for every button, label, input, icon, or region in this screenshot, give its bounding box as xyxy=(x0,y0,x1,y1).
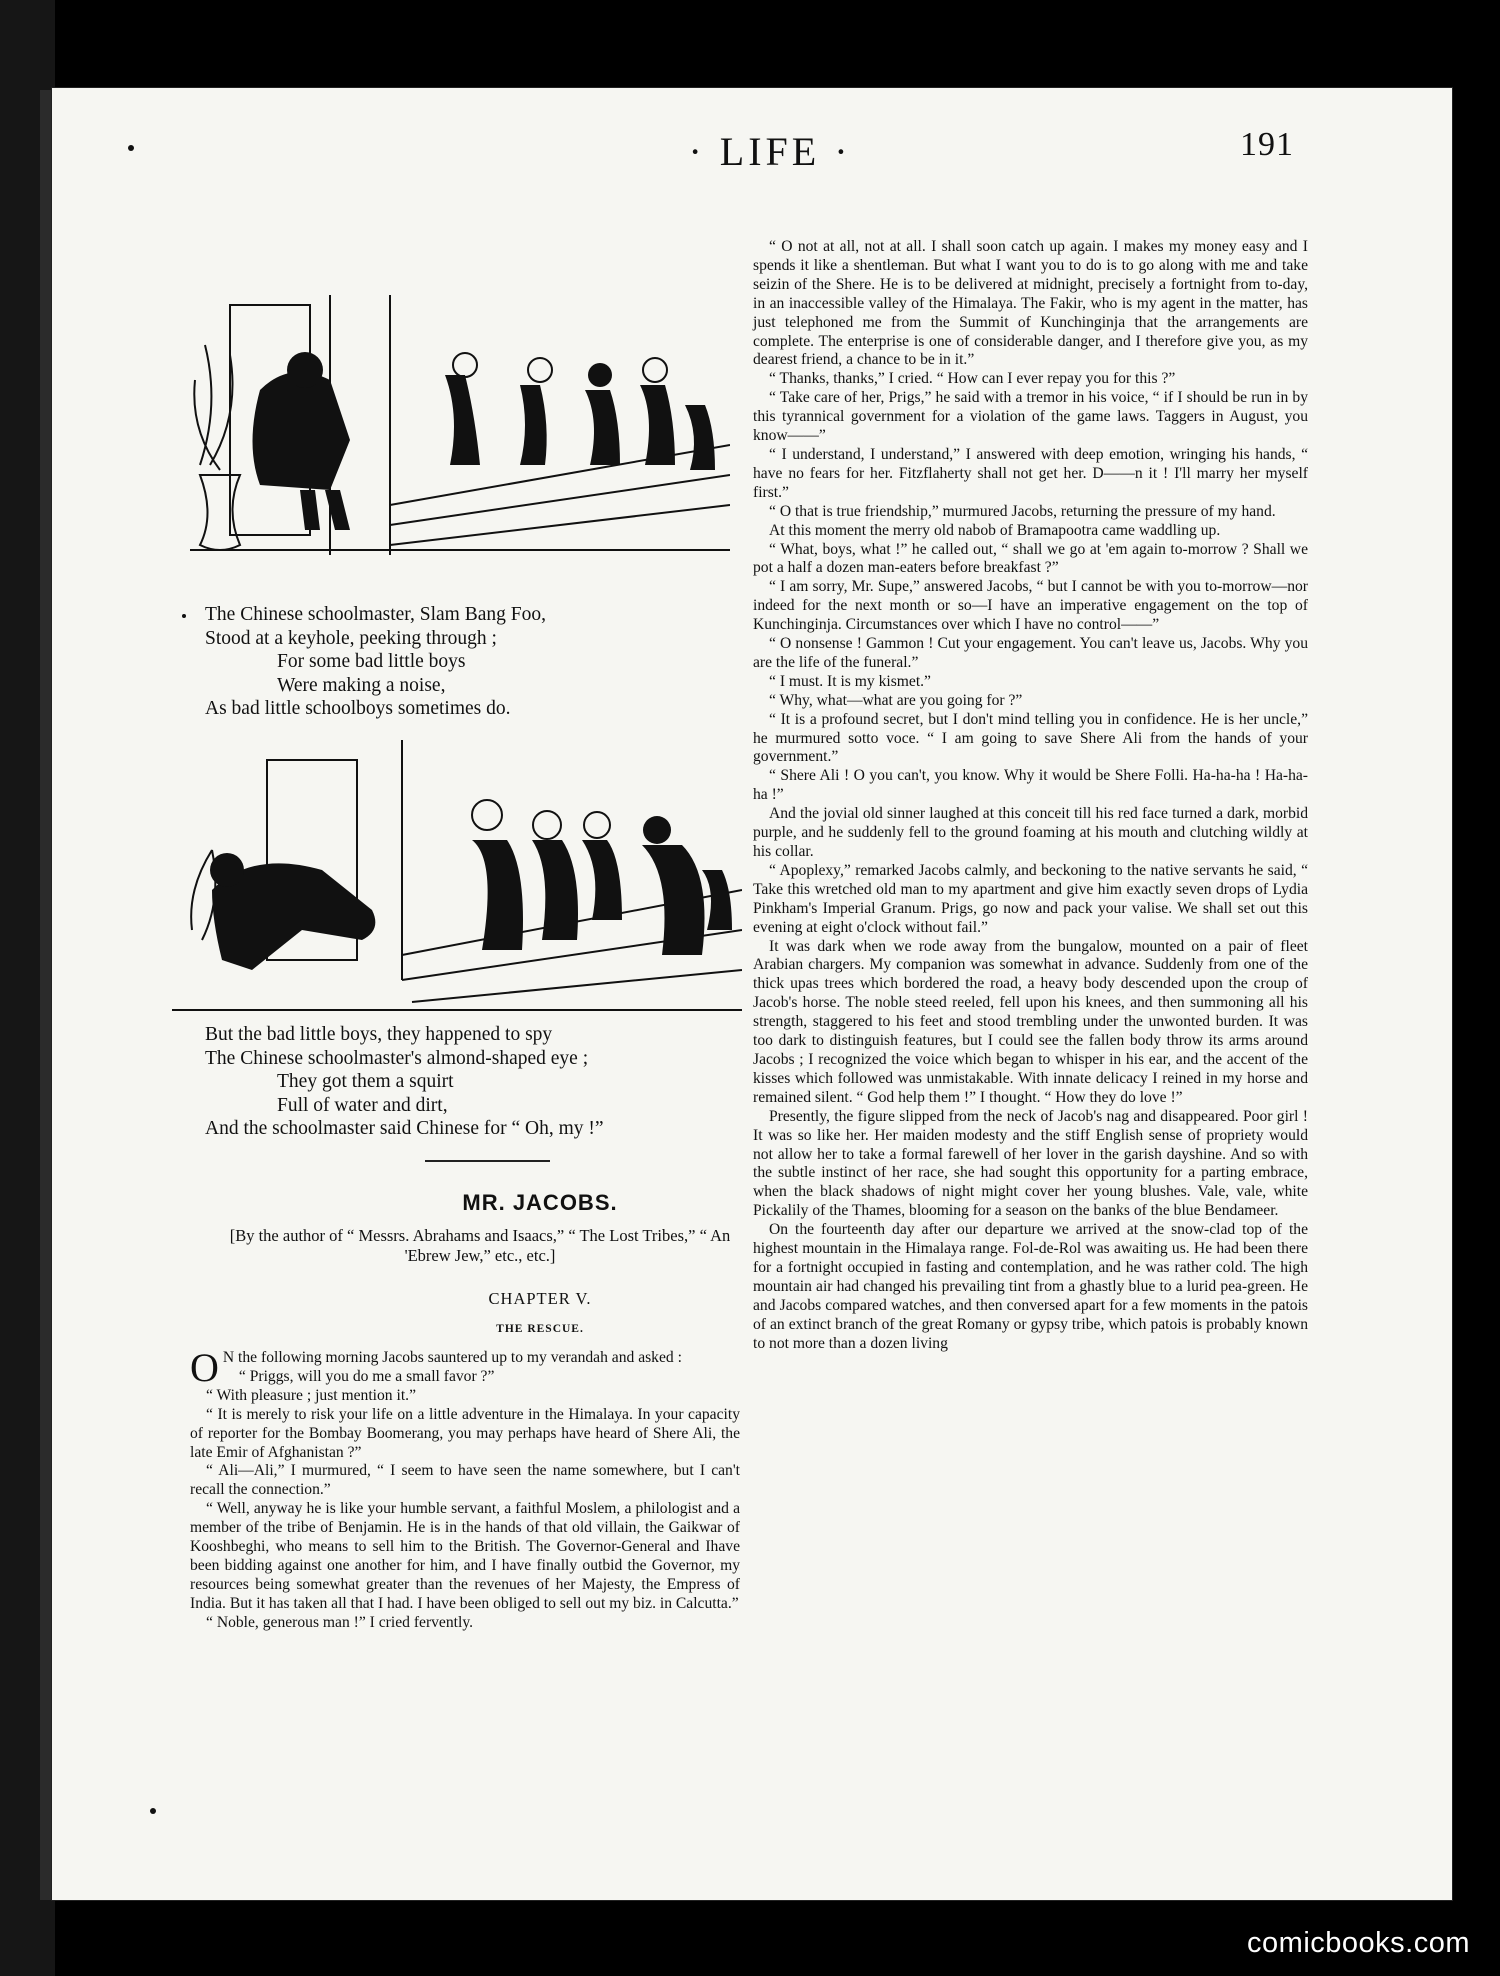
paragraph: “ With pleasure ; just mention it.” xyxy=(206,1386,416,1404)
paragraph: And the jovial old sinner laughed at this conceit till his red face turned a dark, morbid purple, and he suddenly fell to the ground foaming at his mouth and clutching wildly at his collar. xyxy=(753,805,1308,860)
paragraph: “ It is merely to risk your life on a little adventure in the Himalaya. In your capacity of reporter for the Bombay Boomerang, you may perhaps have heard of Shere Ali, the late Emir of Afghanistan ?” xyxy=(190,1405,740,1461)
paragraph: “ Noble, generous man !” I cried fervently. xyxy=(206,1613,473,1631)
poem1-line-5: As bad little schoolboys sometimes do. xyxy=(205,698,511,720)
paragraph: “ Apoplexy,” remarked Jacobs calmly, and beckoning to the native servants he said, “ Take this wretched old man to my apartment and give him exactly seven drops of Lydia Pinkham's Imperial Granum. Prigs, go now and pack your valise. We shall set out this evening at eight o'clock without fail.” xyxy=(753,861,1308,936)
printed-speck xyxy=(150,1808,156,1814)
paragraph: “ It is a profound secret, but I don't mind telling you in confidence. He is her uncle,” he murmured sotto voce. “ I am going to save Shere Ali from the hands of your government.” xyxy=(753,710,1308,766)
drop-cap: O xyxy=(190,1345,219,1390)
paragraph: “ O not at all, not at all. I shall soon catch up again. I makes my money easy and I spends it like a shentleman. But what I want you to do is to go along with me and take seizin of the Shere. He is to be delivered at midnight, precisely a fortnight from to-day, in an inaccessible valley of the Himalaya. The Fakir, who is my agent in the matter, has just telephoned me from the Summit of Kunchinginja that the arrangements are complete. The enterprise is one of considerable danger, and I therefore give you, as my dearest friend, a chance to be in it.” xyxy=(753,238,1308,369)
printed-speck xyxy=(182,614,186,618)
poem2-line-3: They got them a squirt xyxy=(277,1071,454,1093)
story-column-left xyxy=(190,1345,740,1633)
paragraph: “ Shere Ali ! O you can't, you know. Why it would be Shere Folli. Ha-ha-ha ! Ha-ha-ha !” xyxy=(753,767,1308,804)
paragraph: It was dark when we rode away from the bungalow, mounted on a pair of fleet Arabian chargers. My companion was somewhat in advance. Suddenly from one of the thick upas trees which bordered the road, a heavy body descended upon the croup of Jacob's horse. The noble steed reeled, fell upon his knees, and then summoning all his strength, staggered to his feet and stood trembling under the unwonted burden. It was too dark to distinguish features, but I could see the fallen body throw its arms around Jacobs ; I recognized the voice which began to whisper in his ear, and the accent of the kisses which followed was unmistakable. With innate delicacy I reined in my horse and remained silent. “ God help them !” I thought. “ How they do love !” xyxy=(753,937,1308,1106)
watermark: comicbooks.com xyxy=(1247,1927,1470,1959)
poem2-line-1: But the bad little boys, they happened to spy xyxy=(205,1024,553,1045)
paragraph: “ O that is true friendship,” murmured Jacobs, returning the pressure of my hand. xyxy=(769,502,1276,520)
illustration-schoolmaster-squirted xyxy=(172,740,742,1015)
story-title: MR. JACOBS. xyxy=(462,1190,618,1215)
paragraph: “ Well, anyway he is like your humble servant, a faithful Moslem, a philologist and a member of the tribe of Benjamin. He is in the hands of that old villain, the Gaikwar of Kooshbeghi, who means to sell him to the British. The Governor-General and Ihave been bidding against one another for him, and I have finally outbid the Governor, my resources being somewhat greater than the revenues of her Majesty, the Empress of India. But it has taken all that I had. I have been obliged to sell out my biz. in Calcutta.” xyxy=(190,1500,740,1612)
poem1-line-1: The Chinese schoolmaster, Slam Bang Foo, xyxy=(205,604,546,625)
section-divider xyxy=(425,1160,550,1162)
paragraph: “ I must. It is my kismet.” xyxy=(769,672,931,690)
poem2-line-2: The Chinese schoolmaster's almond-shaped eye ; xyxy=(205,1047,589,1069)
chapter-heading: CHAPTER V. xyxy=(488,1289,592,1308)
printed-speck xyxy=(128,145,134,151)
paragraph: Presently, the figure slipped from the neck of Jacob's nag and disappeared. Poor girl ! It was so like her. Her maiden modesty and the stiff English sense of propriety would not allow her to take a formal farewell of her lover in the garish dayshine. And so with the subtle instinct of her race, she had sought this opportunity for a parting embrace, when the black shadows of night might cover her young blushes. Vale, vale, white Pickalily of the Thames, blooming for a season on the banks of the blue Bendameer. xyxy=(753,1107,1308,1220)
paragraph: “ Take care of her, Prigs,” he said with a tremor in his voice, “ if I should be run in by this tyrannical government for a violation of the game laws. Taggers in August, you know——” xyxy=(753,389,1308,445)
paragraph: “ Thanks, thanks,” I cried. “ How can I ever repay you for this ?” xyxy=(769,370,1176,388)
poem1-line-3: For some bad little boys xyxy=(277,651,466,673)
paragraph: O N the following morning Jacobs sauntered up to my verandah and asked : xyxy=(190,1345,682,1390)
story-byline: [By the author of “ Messrs. Abrahams and Isaacs,” “ The Lost Tribes,” “ An 'Ebrew Jew,” etc., etc.] xyxy=(229,1226,731,1265)
story-column-right xyxy=(753,238,1308,1353)
chapter-subtitle: THE RESCUE. xyxy=(496,1323,584,1335)
paragraph: “ Why, what—what are you going for ?” xyxy=(769,691,1023,709)
poem1-line-2: Stood at a keyhole, peeking through ; xyxy=(205,627,497,649)
paragraph: “ Ali—Ali,” I murmured, “ I seem to have seen the name somewhere, but I can't recall the connection.” xyxy=(190,1462,740,1499)
poem1-line-4: Were making a noise, xyxy=(277,674,446,696)
paragraph: “ I am sorry, Mr. Supe,” answered Jacobs, “ but I cannot be with you to-morrow—nor indeed for the next month or so—I have an imperative engagement on the top of Kunchinginja. Circumstances over which I have no control——” xyxy=(753,578,1308,634)
poem2-line-5: And the schoolmaster said Chinese for “ Oh, my !” xyxy=(205,1118,604,1140)
poem2-line-4: Full of water and dirt, xyxy=(277,1094,448,1116)
paragraph: On the fourteenth day after our departure we arrived at the snow-clad top of the highest mountain in the Himalaya range. Fol-de-Rol was awaiting us. He had been there for a fortnight occupied in fasting and contemplation, and he was rather cold. The high mountain air had changed his prevailing tint from a ghastly blue to a lurid pea-green. He and Jacobs compared watches, and then conversed apart for a few moments in the patois of an extinct branch of the great Romany or gypsy tribe, which patois is probably known to not more than a dozen living xyxy=(753,1221,1308,1352)
illustration-schoolmaster-keyhole xyxy=(190,295,730,570)
paragraph: At this moment the merry old nabob of Bramapootra came waddling up. xyxy=(769,521,1221,539)
paragraph: “ Priggs, will you do me a small favor ?” xyxy=(238,1367,495,1385)
page-number: 191 xyxy=(1240,126,1294,163)
paragraph: “ What, boys, what !” he called out, “ shall we go at 'em again to-morrow ? Shall we pot a half a dozen man-eaters before breakfast ?” xyxy=(753,540,1308,577)
magazine-title: · LIFE · xyxy=(688,129,852,174)
paragraph: “ O nonsense ! Gammon ! Cut your engagement. You can't leave us, Jacobs. Why you are the life of the funeral.” xyxy=(753,635,1308,671)
paragraph: “ I understand, I understand,” I answered with deep emotion, wringing his hands, “ have no fears for her. Fitzflaherty shall not get her. D——n it ! I'll marry her myself first.” xyxy=(753,445,1308,501)
